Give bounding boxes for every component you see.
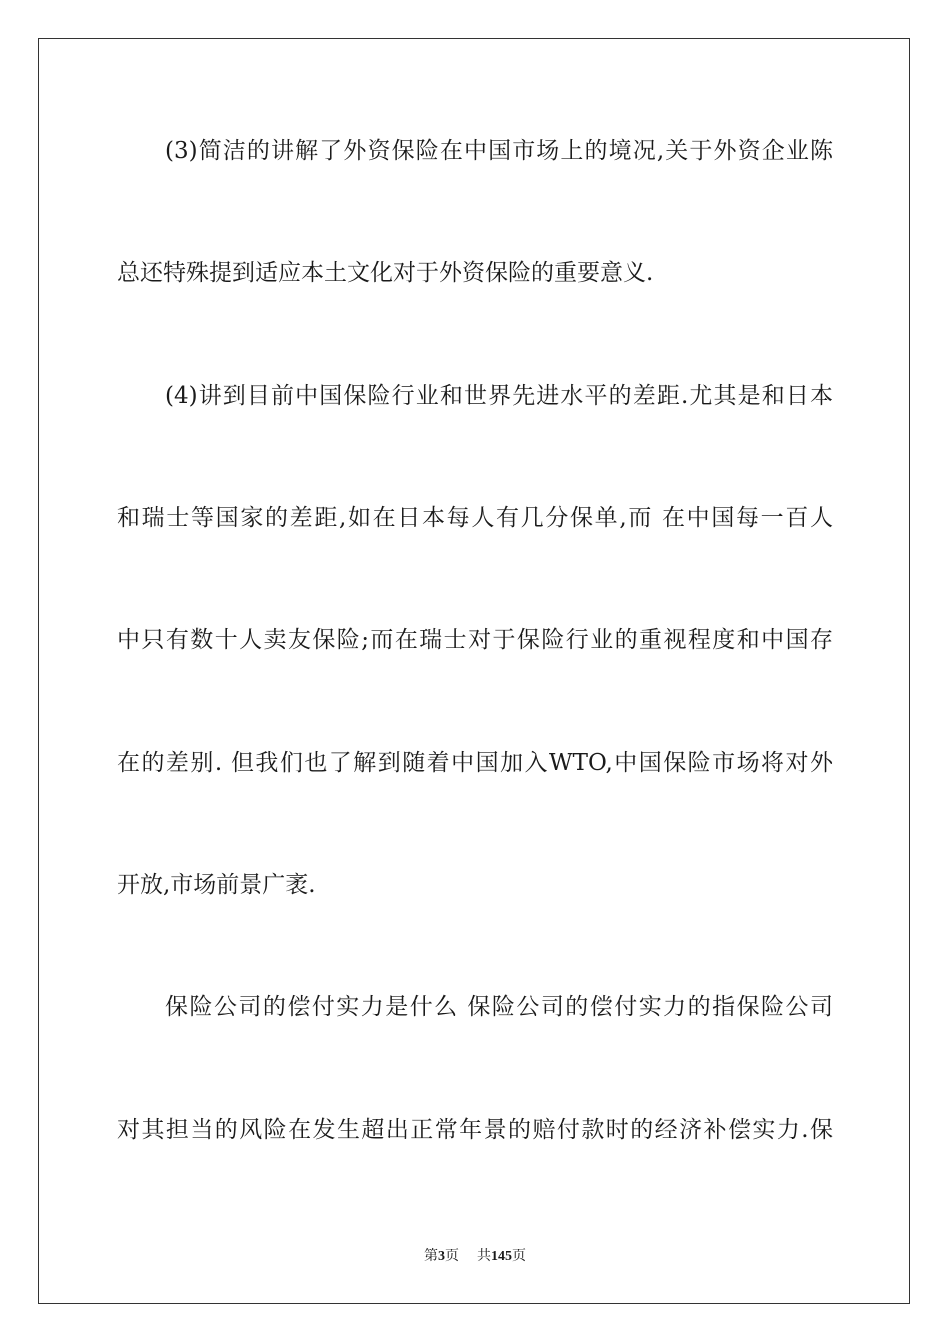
paragraph-4-line-1: (4)讲到目前中国保险行业和世界先进水平的差距.尤其是和日本 [165, 383, 833, 409]
paragraph-4-line-2: 和瑞士等国家的差距,如在日本每人有几分保单,而 在中国每一百人 [117, 505, 833, 531]
page-footer [0, 1247, 950, 1266]
total-prefix: 共 [477, 1248, 491, 1264]
total-page-count: 145 [491, 1249, 512, 1264]
page-prefix: 第 [424, 1248, 438, 1264]
paragraph-4-line-3: 中只有数十人卖友保险;而在瑞士对于保险行业的重视程度和中国存 [117, 627, 833, 653]
paragraph-5-line-2: 对其担当的风险在发生超出正常年景的赔付款时的经济补偿实力.保 [117, 1117, 833, 1143]
paragraph-4-line-4: 在的差别. 但我们也了解到随着中国加入WTO,中国保险市场将对外 [117, 750, 833, 776]
paragraph-3-line-2: 总还特殊提到适应本土文化对于外资保险的重要意义. [117, 260, 654, 286]
page-unit: 页 [445, 1248, 459, 1264]
current-page-number: 3 [438, 1249, 445, 1264]
paragraph-3-line-1: (3)简洁的讲解了外资保险在中国市场上的境况,关于外资企业陈 [165, 138, 833, 164]
total-unit: 页 [512, 1248, 526, 1264]
paragraph-4-line-5: 开放,市场前景广袤. [117, 872, 316, 898]
paragraph-5-line-1: 保险公司的偿付实力是什么 保险公司的偿付实力的指保险公司 [165, 994, 833, 1020]
